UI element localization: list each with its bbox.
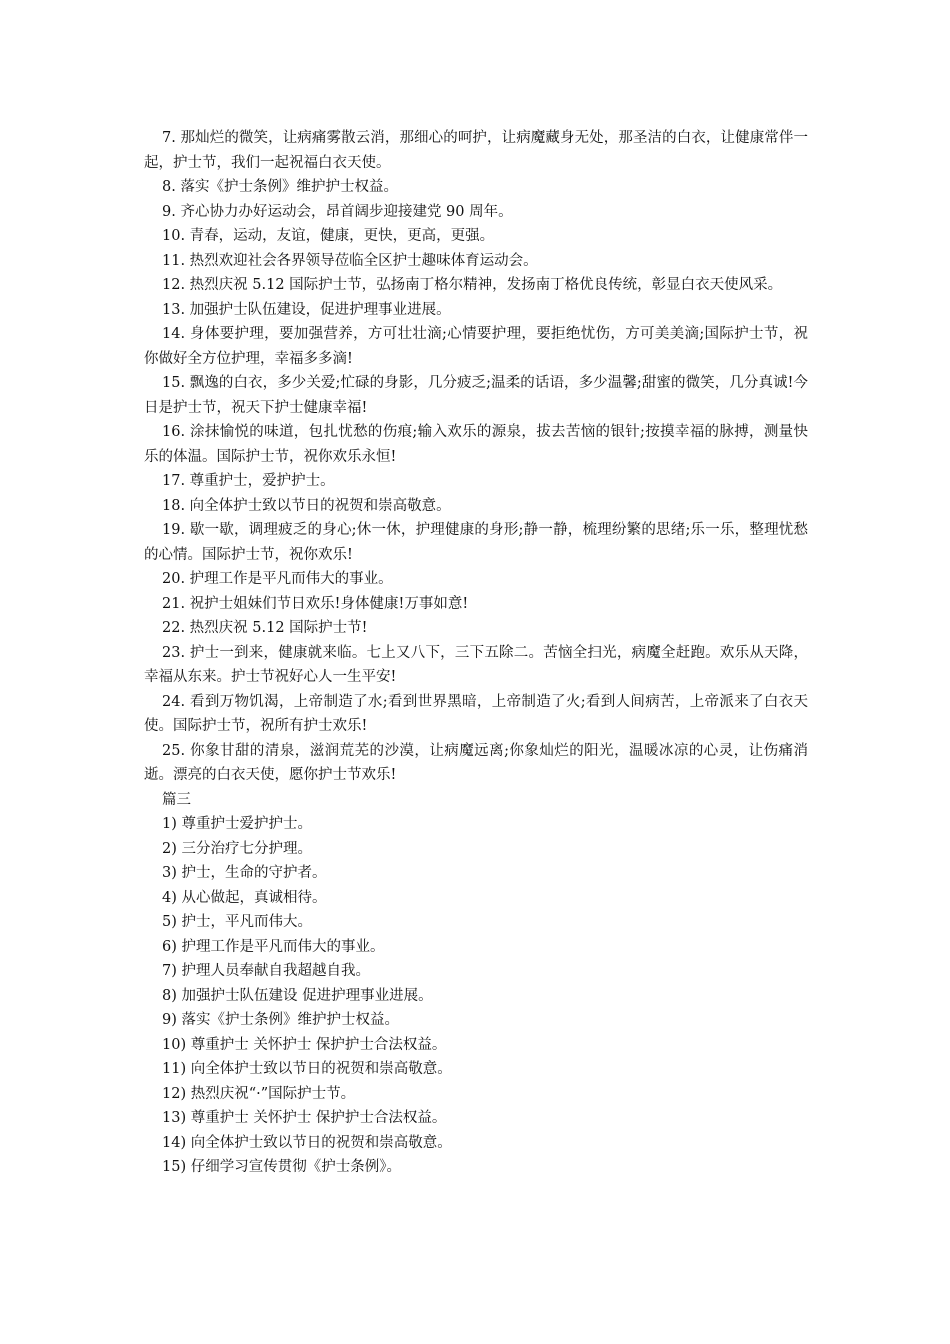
slogan-paragraph: 23. 护士一到来，健康就来临。七上又八下，三下五除二。苦恼全扫光，病魔全赶跑。欢乐从天降，幸福从东来。护士节祝好心人一生平安! — [144, 644, 808, 685]
slogan-paragraph: 21. 祝护士姐妹们节日欢乐!身体健康!万事如意! — [162, 595, 469, 612]
slogan-paragraph: 10. 青春，运动，友谊，健康，更快，更高，更强。 — [162, 228, 495, 244]
slogan-paragraph: 25. 你象甘甜的清泉，滋润荒芜的沙漠，让病魔远离;你象灿烂的阳光，温暖冰凉的心灵，让伤痛消逝。漂亮的白衣天使，愿你护士节欢乐! — [144, 742, 808, 783]
list-item: 14) 向全体护士致以节日的祝贺和崇高敬意。 — [162, 1134, 452, 1151]
slogan-paragraph: 9. 齐心协力办好运动会，昂首阔步迎接建党 90 周年。 — [162, 203, 513, 220]
list-item: 3) 护士，生命的守护者。 — [162, 865, 327, 881]
list-item: 11) 向全体护士致以节日的祝贺和崇高敬意。 — [162, 1061, 452, 1077]
list-item: 7) 护理人员奉献自我超越自我。 — [162, 963, 370, 979]
list-item: 6) 护理工作是平凡而伟大的事业。 — [162, 938, 385, 955]
list-item: 10) 尊重护士 关怀护士 保护护士合法权益。 — [162, 1036, 447, 1053]
list-item: 8) 加强护士队伍建设 促进护理事业进展。 — [162, 987, 433, 1004]
slogan-paragraph: 22. 热烈庆祝 5.12 国际护士节! — [162, 620, 368, 636]
slogan-paragraph: 7. 那灿烂的微笑，让病痛雾散云消，那细心的呵护，让病魔藏身无处，那圣洁的白衣，让健康常伴一起，护士节，我们一起祝福白衣天使。 — [144, 130, 808, 171]
list-item: 9) 落实《护士条例》维护护士权益。 — [162, 1012, 399, 1028]
slogan-paragraph: 12. 热烈庆祝 5.12 国际护士节，弘扬南丁格尔精神，发扬南丁格优良传统，彰显白衣天使风采。 — [162, 277, 783, 293]
list-item: 2) 三分治疗七分护理。 — [162, 840, 312, 857]
slogan-paragraph: 13. 加强护士队伍建设，促进护理事业进展。 — [162, 301, 451, 318]
section-heading: 篇三 — [162, 791, 191, 808]
list-item: 15) 仔细学习宣传贯彻《护士条例》。 — [162, 1159, 401, 1175]
slogan-paragraph: 19. 歇一歇，调理疲乏的身心;休一休，护理健康的身形;静一静，梳理纷繁的思绪;乐一乐，整理忧愁的心情。国际护士节，祝你欢乐! — [144, 522, 808, 563]
slogan-paragraph: 18. 向全体护士致以节日的祝贺和崇高敬意。 — [162, 497, 451, 514]
slogan-paragraph: 8. 落实《护士条例》维护护士权益。 — [162, 179, 398, 195]
slogan-paragraph: 24. 看到万物饥渴，上帝制造了水;看到世界黑暗，上帝制造了火;看到人间病苦，上帝派来了白衣天使。国际护士节，祝所有护士欢乐! — [144, 693, 808, 734]
list-item: 4) 从心做起，真诚相待。 — [162, 889, 327, 906]
slogan-paragraph: 16. 涂抹愉悦的味道，包扎忧愁的伤痕;输入欢乐的源泉，拔去苦恼的银针;按摸幸福的脉搏，测量快乐的体温。国际护士节，祝你欢乐永恒! — [144, 424, 808, 465]
document-body — [144, 126, 808, 1180]
slogan-paragraph: 14. 身体要护理，要加强营养，方可壮壮滴;心情要护理，要拒绝忧伤，方可美美滴;国际护士节，祝你做好全方位护理，幸福多多滴! — [144, 326, 808, 367]
slogan-paragraph: 11. 热烈欢迎社会各界领导莅临全区护士趣味体育运动会。 — [162, 252, 538, 269]
slogan-paragraph: 15. 飘逸的白衣，多少关爱;忙碌的身影，几分疲乏;温柔的话语，多少温馨;甜蜜的微笑，几分真诚!今日是护士节，祝天下护士健康幸福! — [144, 375, 808, 416]
list-item: 1) 尊重护士爱护护士。 — [162, 816, 312, 832]
list-item: 13) 尊重护士 关怀护士 保护护士合法权益。 — [162, 1110, 447, 1126]
list-item: 12) 热烈庆祝“·”国际护士节。 — [162, 1085, 356, 1102]
slogan-paragraph: 17. 尊重护士，爱护护士。 — [162, 473, 335, 489]
list-item: 5) 护士，平凡而伟大。 — [162, 914, 312, 930]
slogan-paragraph: 20. 护理工作是平凡而伟大的事业。 — [162, 571, 393, 587]
